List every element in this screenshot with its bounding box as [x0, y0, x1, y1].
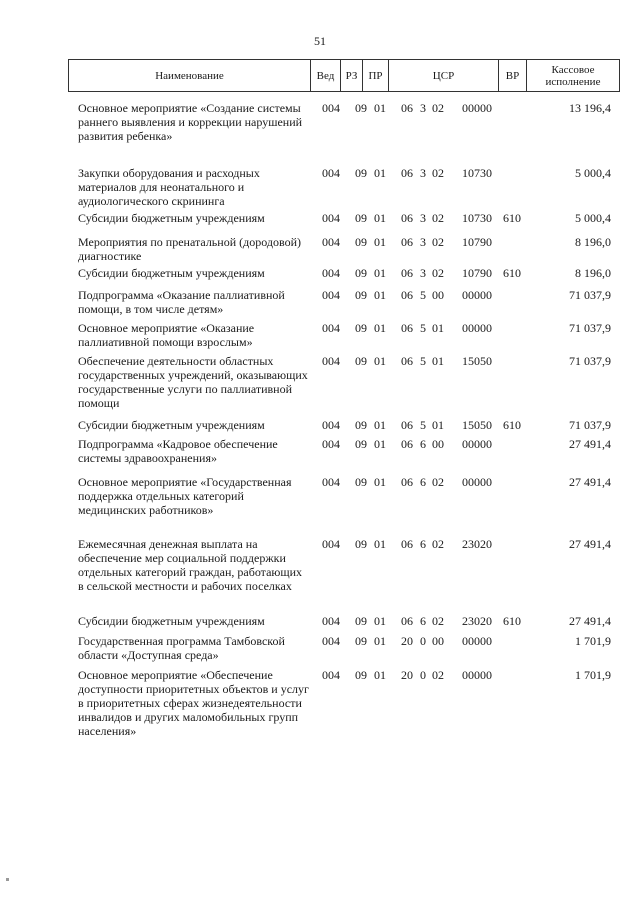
- row-pr: 01: [374, 354, 386, 368]
- row-csr-program: 06: [401, 418, 413, 432]
- row-sum: 13 196,4: [569, 101, 611, 115]
- row-csr-event: 01: [432, 354, 444, 368]
- row-pr: 01: [374, 634, 386, 648]
- row-ved: 004: [322, 475, 340, 489]
- row-csr-direction: 10790: [462, 235, 492, 249]
- row-rz: 09: [355, 166, 367, 180]
- row-csr-event: 00: [432, 437, 444, 451]
- row-csr-program: 06: [401, 235, 413, 249]
- row-sum: 8 196,0: [575, 235, 611, 249]
- row-rz: 09: [355, 614, 367, 628]
- row-name: Подпрограмма «Оказание паллиативной помощи, в том числе детям»: [78, 288, 285, 316]
- row-csr-program: 06: [401, 537, 413, 551]
- row-pr: 01: [374, 668, 386, 682]
- row-ved: 004: [322, 418, 340, 432]
- header-vr: ВР: [499, 60, 527, 91]
- row-csr-direction: 00000: [462, 321, 492, 335]
- row-sum: 27 491,4: [569, 475, 611, 489]
- row-ved: 004: [322, 266, 340, 280]
- row-rz: 09: [355, 475, 367, 489]
- row-rz: 09: [355, 266, 367, 280]
- row-vr: 610: [503, 211, 521, 225]
- row-csr-program: 06: [401, 614, 413, 628]
- row-csr-program: 06: [401, 211, 413, 225]
- row-pr: 01: [374, 211, 386, 225]
- row-ved: 004: [322, 235, 340, 249]
- row-csr-event: 02: [432, 614, 444, 628]
- row-pr: 01: [374, 418, 386, 432]
- row-csr-event: 01: [432, 418, 444, 432]
- row-pr: 01: [374, 321, 386, 335]
- row-name: Подпрограмма «Кадровое обеспечение системы здравоохранения»: [78, 437, 278, 465]
- row-pr: 01: [374, 537, 386, 551]
- row-sum: 1 701,9: [575, 668, 611, 682]
- row-name: Обеспечение деятельности областных государственных учреждений, оказывающих государственные услуги по паллиативной помощи: [78, 354, 308, 410]
- row-pr: 01: [374, 266, 386, 280]
- row-rz: 09: [355, 634, 367, 648]
- row-csr-direction: 23020: [462, 614, 492, 628]
- row-csr-program: 06: [401, 354, 413, 368]
- row-pr: 01: [374, 437, 386, 451]
- row-csr-event: 02: [432, 475, 444, 489]
- row-pr: 01: [374, 614, 386, 628]
- row-name: Основное мероприятие «Оказание паллиативной помощи взрослым»: [78, 321, 255, 349]
- row-csr-direction: 00000: [462, 475, 492, 489]
- row-csr-direction: 15050: [462, 418, 492, 432]
- row-ved: 004: [322, 354, 340, 368]
- row-csr-direction: 10730: [462, 166, 492, 180]
- row-csr-subprogram: 3: [420, 101, 426, 115]
- row-csr-direction: 00000: [462, 437, 492, 451]
- row-csr-direction: 23020: [462, 537, 492, 551]
- row-vr: 610: [503, 266, 521, 280]
- row-ved: 004: [322, 166, 340, 180]
- row-name: Основное мероприятие «Обеспечение доступности приоритетных объектов и услуг в приоритетных сферах жизнедеятельности инвалидов и других маломобильных групп населения»: [78, 668, 309, 738]
- row-name: Ежемесячная денежная выплата на обеспечение мер социальной поддержки отдельных категорий граждан, работающих в сельской местности и рабочих поселках: [78, 537, 303, 593]
- row-csr-direction: 00000: [462, 634, 492, 648]
- row-name: Субсидии бюджетным учреждениям: [78, 418, 265, 432]
- row-ved: 004: [322, 537, 340, 551]
- row-csr-program: 06: [401, 321, 413, 335]
- row-name: Закупки оборудования и расходных материалов для неонатального и аудиологического скрининга: [78, 166, 260, 208]
- row-csr-subprogram: 5: [420, 321, 426, 335]
- row-name: Основное мероприятие «Создание системы раннего выявления и коррекции нарушений развития ребенка»: [78, 101, 303, 143]
- header-csr: ЦСР: [389, 60, 499, 91]
- row-csr-direction: 00000: [462, 101, 492, 115]
- row-rz: 09: [355, 437, 367, 451]
- row-csr-program: 06: [401, 266, 413, 280]
- row-name: Субсидии бюджетным учреждениям: [78, 614, 265, 628]
- row-rz: 09: [355, 288, 367, 302]
- row-rz: 09: [355, 537, 367, 551]
- row-csr-subprogram: 3: [420, 211, 426, 225]
- row-sum: 71 037,9: [569, 354, 611, 368]
- row-rz: 09: [355, 418, 367, 432]
- row-csr-direction: 10790: [462, 266, 492, 280]
- header-ved: Вед: [311, 60, 341, 91]
- row-rz: 09: [355, 235, 367, 249]
- row-pr: 01: [374, 288, 386, 302]
- row-pr: 01: [374, 166, 386, 180]
- row-sum: 8 196,0: [575, 266, 611, 280]
- row-vr: 610: [503, 418, 521, 432]
- row-csr-subprogram: 3: [420, 266, 426, 280]
- row-ved: 004: [322, 288, 340, 302]
- row-pr: 01: [374, 101, 386, 115]
- row-csr-event: 02: [432, 211, 444, 225]
- row-ved: 004: [322, 321, 340, 335]
- row-sum: 71 037,9: [569, 418, 611, 432]
- row-sum: 27 491,4: [569, 614, 611, 628]
- row-csr-subprogram: 6: [420, 614, 426, 628]
- row-rz: 09: [355, 211, 367, 225]
- row-csr-subprogram: 3: [420, 166, 426, 180]
- row-csr-subprogram: 0: [420, 634, 426, 648]
- row-ved: 004: [322, 634, 340, 648]
- row-rz: 09: [355, 101, 367, 115]
- row-csr-subprogram: 0: [420, 668, 426, 682]
- row-csr-event: 02: [432, 166, 444, 180]
- row-csr-direction: 15050: [462, 354, 492, 368]
- row-csr-program: 06: [401, 288, 413, 302]
- row-csr-program: 06: [401, 166, 413, 180]
- row-ved: 004: [322, 437, 340, 451]
- row-csr-subprogram: 3: [420, 235, 426, 249]
- row-csr-subprogram: 6: [420, 437, 426, 451]
- row-name: Субсидии бюджетным учреждениям: [78, 266, 265, 280]
- row-csr-direction: 00000: [462, 668, 492, 682]
- row-csr-event: 02: [432, 266, 444, 280]
- row-csr-program: 06: [401, 101, 413, 115]
- header-pr: ПР: [363, 60, 389, 91]
- row-ved: 004: [322, 211, 340, 225]
- row-csr-direction: 10730: [462, 211, 492, 225]
- row-name: Мероприятия по пренатальной (дородовой) диагностике: [78, 235, 301, 263]
- row-sum: 71 037,9: [569, 321, 611, 335]
- row-csr-program: 06: [401, 437, 413, 451]
- row-sum: 27 491,4: [569, 537, 611, 551]
- row-csr-program: 06: [401, 475, 413, 489]
- row-sum: 27 491,4: [569, 437, 611, 451]
- row-csr-subprogram: 6: [420, 475, 426, 489]
- row-csr-event: 02: [432, 101, 444, 115]
- scan-mark: [6, 878, 9, 881]
- row-csr-direction: 00000: [462, 288, 492, 302]
- row-sum: 71 037,9: [569, 288, 611, 302]
- row-vr: 610: [503, 614, 521, 628]
- row-csr-subprogram: 5: [420, 288, 426, 302]
- header-cash: Кассовое исполнение: [545, 63, 601, 88]
- row-csr-event: 00: [432, 288, 444, 302]
- row-sum: 5 000,4: [575, 166, 611, 180]
- row-sum: 1 701,9: [575, 634, 611, 648]
- row-rz: 09: [355, 668, 367, 682]
- row-rz: 09: [355, 321, 367, 335]
- row-rz: 09: [355, 354, 367, 368]
- row-name: Субсидии бюджетным учреждениям: [78, 211, 265, 225]
- row-csr-program: 20: [401, 634, 413, 648]
- page-number: 51: [314, 34, 326, 48]
- row-csr-program: 20: [401, 668, 413, 682]
- header-rz: РЗ: [341, 60, 363, 91]
- row-name: Государственная программа Тамбовской области «Доступная среда»: [78, 634, 285, 662]
- row-csr-subprogram: 5: [420, 418, 426, 432]
- row-sum: 5 000,4: [575, 211, 611, 225]
- row-csr-event: 00: [432, 634, 444, 648]
- row-ved: 004: [322, 101, 340, 115]
- row-pr: 01: [374, 235, 386, 249]
- row-ved: 004: [322, 668, 340, 682]
- row-name: Основное мероприятие «Государственная поддержка отдельных категорий медицинских работников»: [78, 475, 292, 517]
- row-csr-event: 02: [432, 537, 444, 551]
- row-csr-event: 02: [432, 668, 444, 682]
- row-csr-event: 02: [432, 235, 444, 249]
- row-ved: 004: [322, 614, 340, 628]
- row-csr-subprogram: 5: [420, 354, 426, 368]
- table-header: [68, 59, 620, 92]
- header-name: Наименование: [69, 60, 311, 91]
- row-csr-event: 01: [432, 321, 444, 335]
- row-csr-subprogram: 6: [420, 537, 426, 551]
- row-pr: 01: [374, 475, 386, 489]
